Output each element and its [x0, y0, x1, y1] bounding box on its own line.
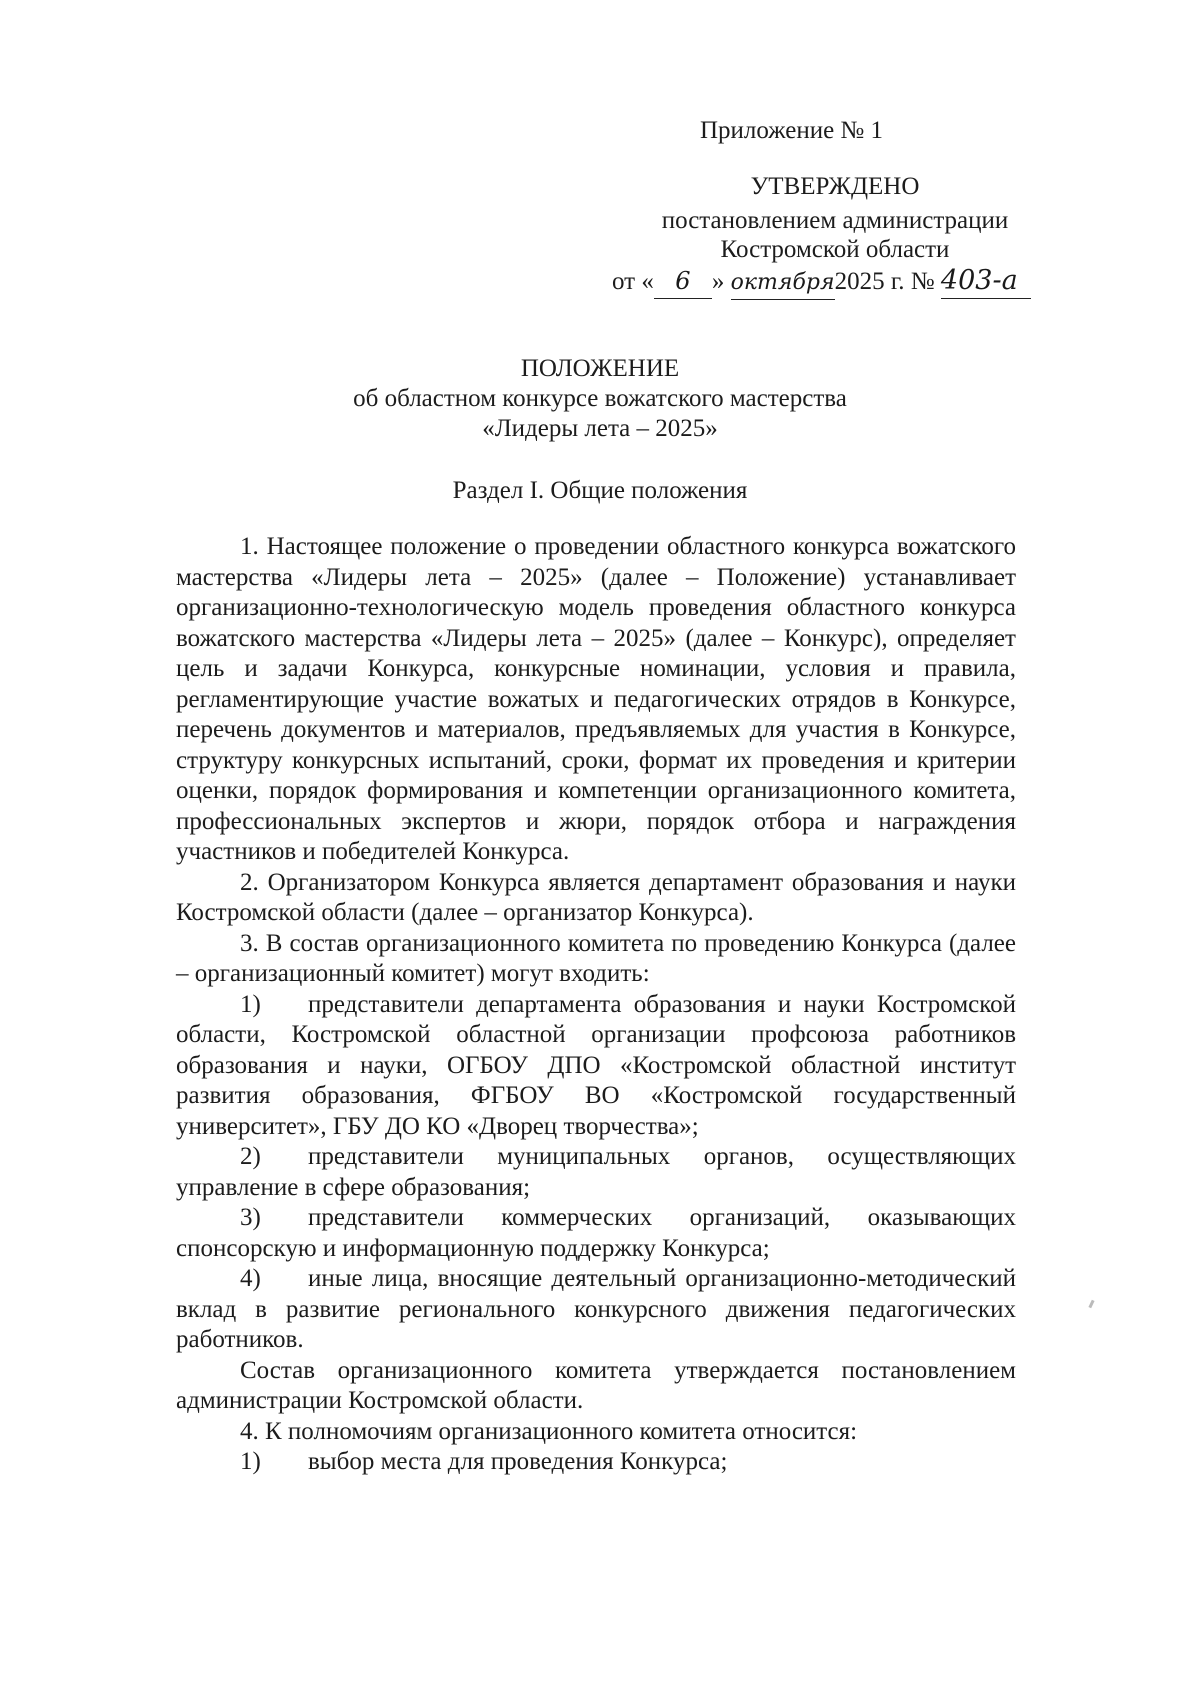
- section-title: Раздел I. Общие положения: [452, 477, 748, 504]
- list-item-number: 3): [240, 1204, 261, 1231]
- list-item: [176, 1447, 1016, 1478]
- list-item-text: выбор места для проведения Конкурса;: [308, 1448, 728, 1475]
- scan-speck: [1088, 1300, 1094, 1309]
- list-item: [176, 1203, 1016, 1264]
- committee-note: Состав организационного комитета утверждается постановлением администрации Костромской области.: [176, 1356, 1016, 1414]
- doc-number-field: [941, 266, 1031, 299]
- appendix-label: Приложение № 1: [700, 117, 884, 144]
- approval-date-line: [612, 266, 1082, 300]
- organizing-committee-list: [176, 990, 1016, 1356]
- document-body: [176, 532, 1016, 1478]
- date-prefix: от «: [612, 268, 654, 295]
- list-item-text: представители департамента образования и науки Костромской области, Костромской областной организации профсоюза работников образования и науки, ОГБОУ ДПО «Костромской областной институт развития образования, ФГБОУ ВО «Костромской государственный университет», ГБУ ДО КО «Дворец творчества»;: [176, 990, 1016, 1140]
- list-item-number: 2): [240, 1143, 261, 1170]
- approved-heading: УТВЕРЖДЕНО: [750, 173, 920, 200]
- list-item-number: 1): [240, 990, 261, 1018]
- paragraph-1: 1. Настоящее положение о проведении областного конкурса вожатского мастерства «Лидеры лета – 2025» (далее – Положение) устанавливает организационно-технологическую модель проведения областного конкурса вожатского мастерства «Лидеры лета – 2025» (далее – Конкурс), определяет цель и задачи Конкурса, конкурсные номинации, условия и правила, регламентирующие участие вожатых и педагогических отрядов в Конкурсе, перечень документов и материалов, предъявляемых для участия в Конкурсе, структуру конкурсных испытаний, сроки, формат их проведения и критерии оценки, порядок формирования и компетенции организационного комитета, профессиональных экспертов и жюри, порядок отбора и награждения участников и победителей Конкурса.: [176, 533, 1016, 865]
- list-item: [176, 1142, 1016, 1203]
- paragraph-2: 2. Организатором Конкурса является департамент образования и науки Костромской области (далее – организатор Конкурса).: [176, 868, 1016, 926]
- doc-number-handwritten: 403-а: [940, 265, 1018, 296]
- date-month-field: [731, 267, 835, 300]
- date-mid: »: [711, 268, 725, 295]
- list-item: [176, 1264, 1016, 1356]
- date-day-field: [654, 266, 712, 299]
- list-item-text: иные лица, вносящие деятельный организационно-методический вклад в развитие регионального конкурсного движения педагогических работников.: [176, 1265, 1016, 1353]
- list-item-text: представители коммерческих организаций, оказывающих спонсорскую и информационную поддержку Конкурса;: [176, 1204, 1016, 1262]
- list-item: [176, 990, 1016, 1143]
- contest-name: «Лидеры лета – 2025»: [482, 415, 718, 442]
- date-month-handwritten: октября: [730, 270, 835, 295]
- list-item-number: 1): [240, 1448, 261, 1475]
- list-item-text: представители муниципальных органов, осуществляющих управление в сфере образования;: [176, 1143, 1016, 1201]
- document-title: ПОЛОЖЕНИЕ: [520, 355, 680, 382]
- paragraph-4: 4. К полномочиям организационного комитета относится:: [240, 1417, 858, 1445]
- approved-by-line-1: постановлением администрации: [661, 207, 1009, 234]
- paragraph-3: 3. В состав организационного комитета по проведению Конкурса (далее – организационный комитет) могут входить:: [176, 929, 1016, 987]
- date-year: 2025 г. №: [834, 268, 935, 295]
- date-day-handwritten: 6: [675, 267, 691, 295]
- list-item-number: 4): [240, 1265, 261, 1292]
- document-subtitle: об областном конкурсе вожатского мастерства: [353, 385, 847, 412]
- approved-by-line-2: Костромской области: [720, 236, 950, 263]
